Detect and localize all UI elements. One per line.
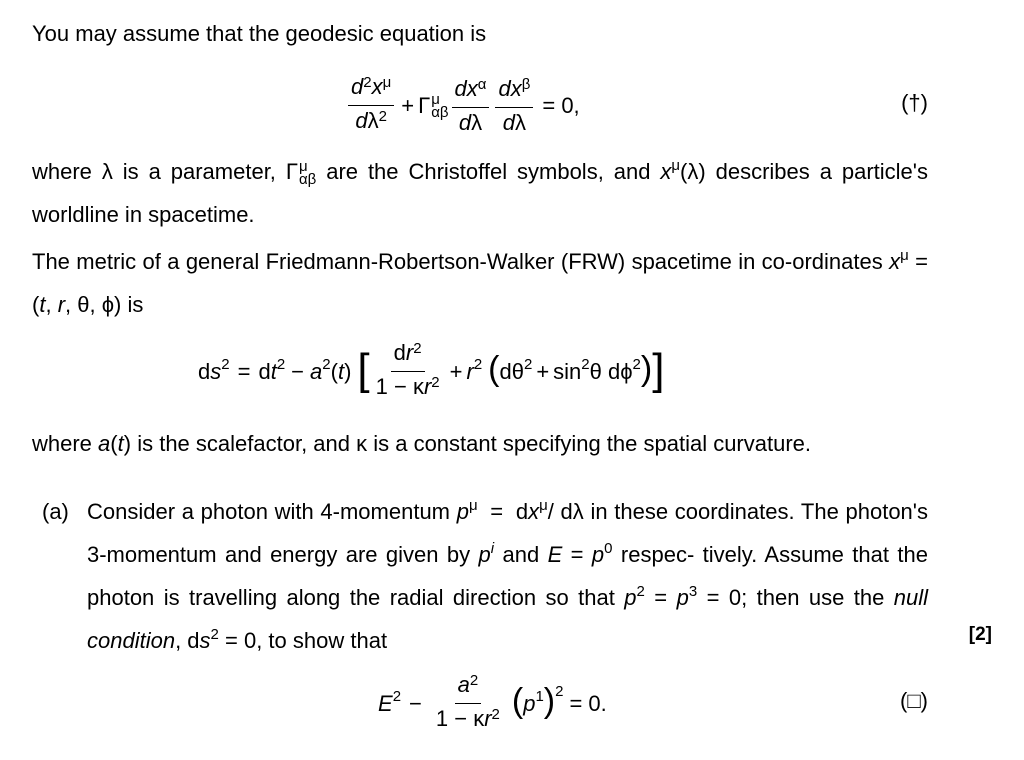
- intro-text: You may assume that the geodesic equation is: [32, 21, 487, 46]
- equation-tag-dagger: (†): [901, 90, 928, 115]
- where-paragraph-2: where a(t) is the scalefactor, and κ is a constant specifying the spatial curvature.: [32, 431, 812, 456]
- where-paragraph-1: where λ is a parameter, Γ μ αβ are the Christoffel symbols, and $x^\mu(\lambda)$ describes a particle's worldline in spacetime.: [32, 157, 928, 227]
- metric-intro-paragraph: The metric of a general Friedmann-Robertson-Walker (FRW) spacetime in co-ordinates $x^\mu = (t$, r, θ, ϕ) is: [32, 247, 928, 317]
- energy-equation: E 2 − $\frac{a^2}{1 - \kappa r^2}$ ( p 1 ) 2 = 0.: [378, 672, 607, 731]
- equation-tag-box: (□): [900, 688, 928, 713]
- geodesic-equation: $\frac{d^2x^\mu}{d\lambda^2}$ + Γ μ αβ $\frac{dx^\alpha}{d\lambda}$ $\frac{dx^\beta}{d\lambda}$ = 0,: [345, 74, 580, 137]
- frw-metric-equation: d s 2 = d t 2 − a 2 ( t ) [ $\frac{dr^2}{1 - \kappa r^2}$ + r 2 ( dθ 2 + sin 2 θ dϕ 2 ) ]: [198, 340, 665, 399]
- part-a-text: Consider a photon with 4-momentum $p^\mu = dx^\mu/$ dλ in these coordinates. The photon's 3-momentum and energy are given by $p^i$ and $E = p^0$ respec- tively. Assume that the photon is travelling along the radial direction so that $p^2 = p^3 = 0$; then use the null condition, $ds^2 = 0$, to show that: [87, 497, 928, 653]
- part-a-label: (a): [42, 499, 69, 524]
- marks-badge: [2]: [968, 624, 992, 645]
